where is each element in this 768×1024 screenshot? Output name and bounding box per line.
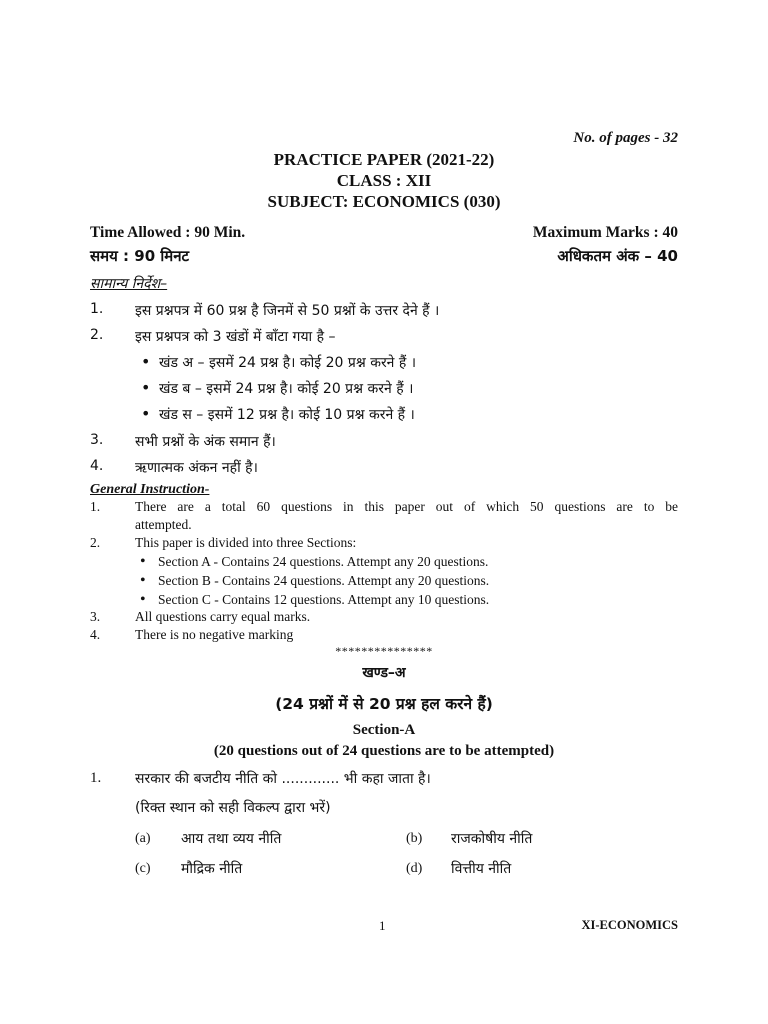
option-label: (a) xyxy=(135,831,151,846)
subject-line: SUBJECT: ECONOMICS (030) xyxy=(267,192,501,211)
hindi-item-text: ऋणात्मक अंकन नहीं है। xyxy=(135,460,258,476)
section-subtitle-hi: (24 प्रश्नों में से 20 प्रश्न हल करने हैं) xyxy=(275,695,493,713)
english-instructions-heading: General Instruction- xyxy=(90,482,210,497)
hindi-bullet: • खंड ब – इसमें 24 प्रश्न है। कोई 20 प्रश्न करने हैं । xyxy=(159,379,413,398)
footer-code: XI-ECONOMICS xyxy=(581,918,678,932)
english-bullet: • Section A - Contains 24 questions. Attempt any 20 questions. xyxy=(158,554,488,570)
english-item-num: 4. xyxy=(90,627,101,642)
english-item-text-cont: attempted. xyxy=(135,517,192,532)
english-bullet: • Section B - Contains 24 questions. Attempt any 20 questions. xyxy=(158,573,489,589)
max-marks-hi: अधिकतम अंक – 40 xyxy=(557,247,678,265)
english-item-text: This paper is divided into three Sections: xyxy=(135,535,357,550)
option-text: वित्तीय नीति xyxy=(451,861,512,877)
class-line: CLASS : XII xyxy=(336,171,432,190)
hindi-item-num: 3. xyxy=(90,432,104,448)
time-allowed-en: Time Allowed : 90 Min. xyxy=(90,224,246,241)
english-item-text: There are a total 60 questions in this paper out of which 50 questions are to be xyxy=(135,499,678,514)
english-item-num: 3. xyxy=(90,609,101,624)
page-count: No. of pages - 32 xyxy=(573,130,678,146)
hindi-item-text: सभी प्रश्नों के अंक समान हैं। xyxy=(135,434,276,450)
section-subtitle-en: (20 questions out of 24 questions are to be attempted) xyxy=(213,743,555,759)
hindi-item-text: इस प्रश्नपत्र में 60 प्रश्न है जिनमें से 50 प्रश्नों के उत्तर देने हैं । xyxy=(135,303,440,319)
option-text: मौद्रिक नीति xyxy=(181,861,243,877)
english-item-num: 1. xyxy=(90,499,101,514)
hindi-item-num: 4. xyxy=(90,458,104,474)
hindi-instructions-heading: सामान्य निर्देश– xyxy=(90,276,168,292)
english-item-text: All questions carry equal marks. xyxy=(135,609,311,624)
max-marks-en: Maximum Marks : 40 xyxy=(532,224,678,241)
option-label: (b) xyxy=(406,831,423,846)
time-allowed-hi: समय : 90 मिनट xyxy=(90,247,190,265)
page-number: 1 xyxy=(379,918,386,933)
hindi-item-text: इस प्रश्नपत्र को 3 खंडों में बाँटा गया है – xyxy=(135,329,336,345)
option-label: (c) xyxy=(135,861,151,876)
english-item-num: 2. xyxy=(90,535,101,550)
english-item-text: There is no negative marking xyxy=(135,627,294,642)
hindi-item-num: 2. xyxy=(90,327,104,343)
hindi-bullet: • खंड अ – इसमें 24 प्रश्न है। कोई 20 प्रश्न करने हैं । xyxy=(159,353,416,372)
question-number: 1. xyxy=(90,770,102,786)
paper-title: PRACTICE PAPER (2021-22) xyxy=(273,150,495,169)
question-instruction: (रिक्त स्थान को सही विकल्प द्वारा भरें) xyxy=(135,800,331,816)
option-text: आय तथा व्यय नीति xyxy=(181,831,282,847)
option-text: राजकोषीय नीति xyxy=(451,831,533,847)
section-title-hi: खण्ड–अ xyxy=(362,665,406,681)
english-bullet: • Section C - Contains 12 questions. Attempt any 10 questions. xyxy=(158,592,489,608)
section-title-en: Section-A xyxy=(352,722,416,738)
separator-stars: *************** xyxy=(335,644,433,658)
hindi-bullet: • खंड स – इसमें 12 प्रश्न है। कोई 10 प्रश्न करने हैं । xyxy=(159,405,415,424)
hindi-item-num: 1. xyxy=(90,301,104,317)
question-text: सरकार की बजटीय नीति को ............. भी कहा जाता है। xyxy=(135,771,431,787)
option-label: (d) xyxy=(406,861,423,876)
